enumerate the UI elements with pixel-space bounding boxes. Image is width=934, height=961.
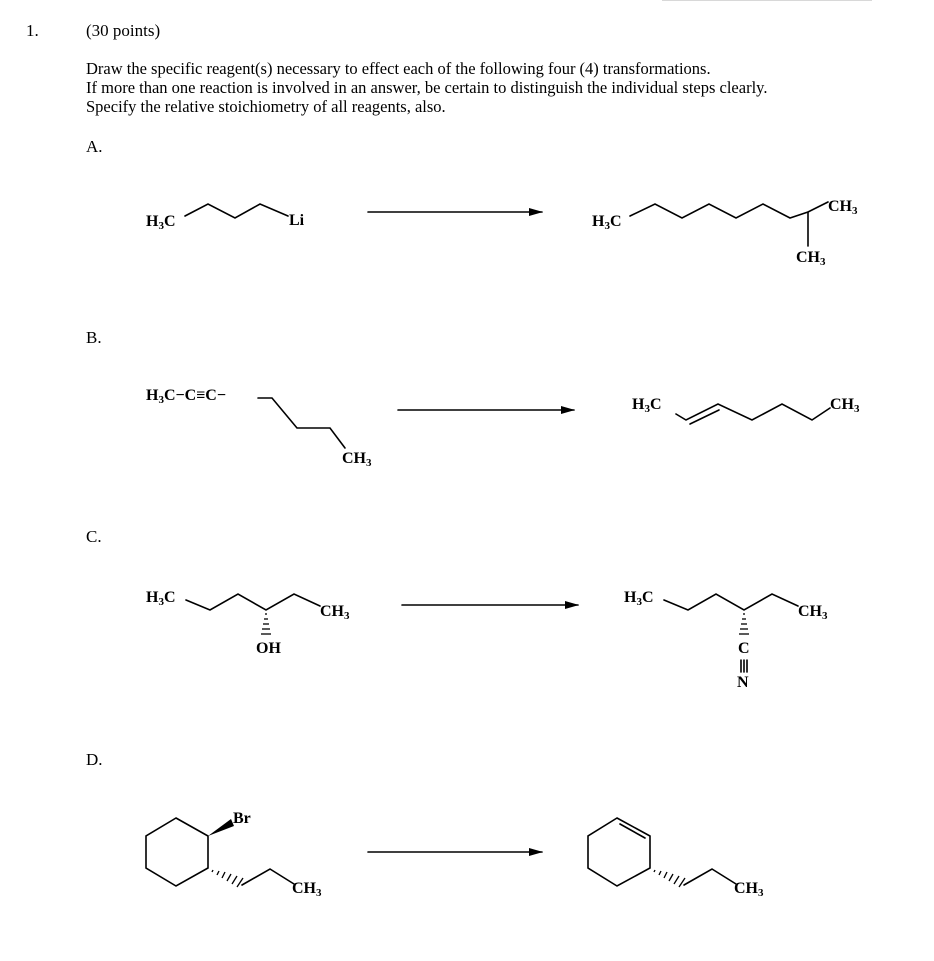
atom-h: H [624, 589, 637, 606]
reactant-d-hashed-wedge [212, 870, 243, 887]
product-a-chain [630, 202, 828, 218]
alkyne-group: C−C≡C− [163, 387, 226, 404]
reactant-d-side-chain [242, 869, 294, 885]
reactant-a-methyl [146, 213, 176, 231]
atom-ch: CH [796, 249, 820, 266]
subscript: 3 [822, 610, 828, 622]
reactant-b-alkyne [146, 387, 226, 405]
atom-c: C [649, 396, 662, 413]
product-c-terminal [798, 603, 828, 621]
atom-ch: CH [342, 450, 366, 467]
product-a-branch-bottom [796, 249, 826, 267]
subscript: 3 [344, 610, 350, 622]
product-d-terminal [734, 880, 764, 898]
atom-h: H [146, 589, 159, 606]
instruction-line: Draw the specific reagent(s) necessary to effect each of the following four (4) transformations. [86, 59, 711, 78]
section-label-b: B. [86, 328, 102, 347]
reactant-a-lithium: Li [289, 212, 305, 229]
atom-ch: CH [292, 880, 316, 897]
product-d-hashed-wedge [654, 870, 685, 887]
subscript: 3 [158, 596, 164, 608]
instruction-line: Specify the relative stoichiometry of all reagents, also. [86, 97, 446, 116]
reactant-d-solid-wedge [208, 819, 234, 836]
subscript: 3 [758, 887, 764, 899]
atom-h: H [146, 213, 159, 230]
section-label-c: C. [86, 527, 102, 546]
atom-ch: CH [798, 603, 822, 620]
atom-c: C [163, 589, 176, 606]
atom-c: C [641, 589, 654, 606]
subscript: 3 [158, 394, 164, 406]
subscript: 3 [852, 205, 858, 217]
atom-ch: CH [830, 396, 854, 413]
subscript: 3 [158, 220, 164, 232]
subscript: 3 [820, 256, 826, 268]
subscript: 3 [854, 403, 860, 415]
product-c-nitrile-carbon: C [738, 640, 750, 657]
product-c-chain [664, 594, 798, 610]
atom-h: H [632, 396, 645, 413]
atom-ch: CH [734, 880, 758, 897]
subscript: 3 [644, 403, 650, 415]
atom-c: C [609, 213, 622, 230]
section-label-a: A. [86, 137, 103, 156]
product-c-nitrile-nitrogen: N [737, 674, 749, 691]
reactant-c-methyl [146, 589, 176, 607]
question-points: (30 points) [86, 21, 161, 40]
question-number: 1. [26, 21, 39, 40]
atom-h: H [592, 213, 605, 230]
subscript: 3 [604, 220, 610, 232]
atom-c: C [163, 213, 176, 230]
instruction-line: If more than one reaction is involved in an answer, be certain to distinguish the individual steps clearly. [86, 78, 768, 97]
product-b-terminal [830, 396, 860, 414]
product-c-methyl [624, 589, 654, 607]
reactant-a-chain [185, 204, 288, 218]
reactant-c-terminal [320, 603, 350, 621]
reactant-d-ring [146, 818, 208, 886]
subscript: 3 [636, 596, 642, 608]
section-label-d: D. [86, 750, 103, 769]
atom-h: H [146, 387, 159, 404]
product-b-double-bond [690, 410, 719, 424]
subscript: 3 [366, 457, 372, 469]
product-b-chain [676, 404, 830, 420]
product-c-hashed-wedge [739, 614, 749, 634]
product-d-ring [588, 818, 650, 886]
product-a-methyl [592, 213, 622, 231]
product-a-branch-top [828, 198, 858, 216]
reactant-c-hydroxyl: OH [256, 640, 281, 657]
reactant-b-chain [258, 398, 345, 448]
atom-ch: CH [320, 603, 344, 620]
product-d-side-chain [684, 869, 736, 885]
reactant-c-hashed-wedge [261, 614, 271, 634]
reactant-d-bromine: Br [233, 810, 251, 827]
reactant-d-terminal [292, 880, 322, 898]
atom-ch: CH [828, 198, 852, 215]
product-b-methyl [632, 396, 662, 414]
reactant-b-terminal [342, 450, 372, 468]
reactant-c-chain [186, 594, 320, 610]
subscript: 3 [316, 887, 322, 899]
